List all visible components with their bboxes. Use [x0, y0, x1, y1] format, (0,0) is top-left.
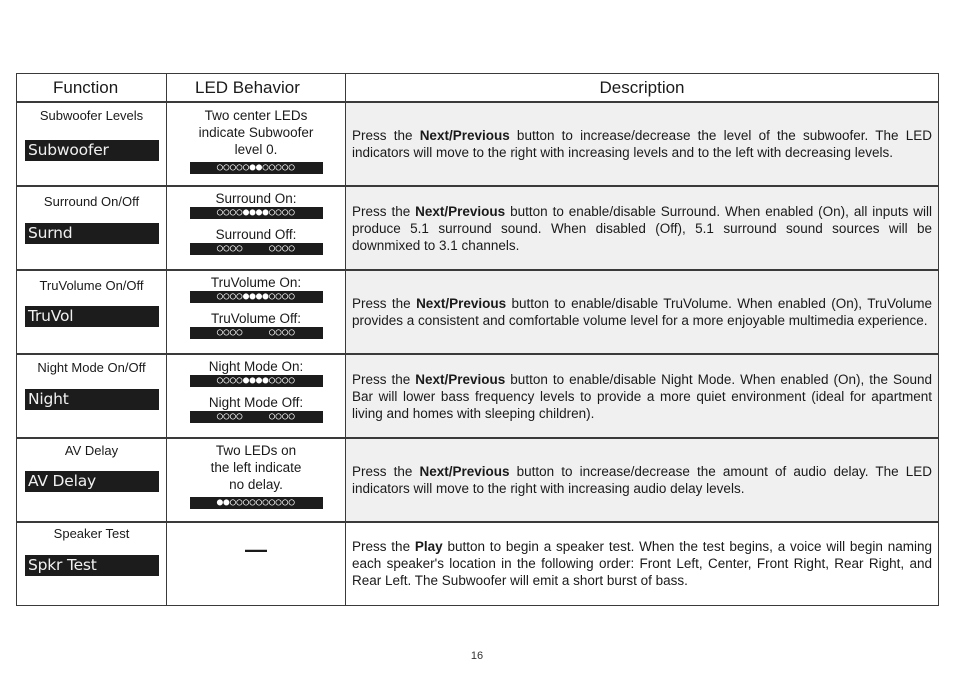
led-caption-line: the left indicate: [210, 460, 302, 475]
led-on-strip: ○○○○●●●●○○○○: [190, 291, 323, 303]
table-header-row: [17, 74, 939, 103]
function-label: Speaker Test: [53, 526, 130, 541]
page-number: 16: [470, 650, 484, 662]
function-cell: [17, 102, 167, 186]
function-cell: [17, 354, 167, 438]
header-function: Function: [17, 74, 167, 103]
led-indicator-strip: ●●○○○○○○○○○○: [190, 497, 323, 509]
led-on-label: Surround On:: [215, 191, 297, 206]
function-cell: [17, 186, 167, 270]
function-cell: [17, 438, 167, 522]
description-text: button to enable/disable Surround. When enabled (On), all inputs will produce 5.1 surround sound. When disabled (Off), 5.1 surround sound sources will be downmixed to 3.1 channels.: [352, 203, 932, 253]
table-row-av-delay: [17, 438, 939, 522]
description-text: Press the: [352, 203, 416, 219]
lcd-display: Subwoofer: [25, 140, 159, 161]
description-cell: [346, 438, 939, 522]
function-label: Surround On/Off: [43, 194, 140, 209]
led-on-strip: ○○○○●●●●○○○○: [190, 207, 323, 219]
description-cell: [346, 102, 939, 186]
led-cell: [167, 354, 346, 438]
led-off-label: TruVolume Off:: [210, 311, 302, 326]
description-text: Press the: [352, 464, 420, 479]
description-text: Press the: [352, 371, 416, 387]
table-row-surround: [17, 186, 939, 270]
description-cell: [346, 522, 939, 605]
led-caption-line: level 0.: [234, 142, 278, 157]
led-off-strip: ○○○○ ○○○○: [190, 243, 323, 255]
button-name: Next/Previous: [419, 464, 510, 479]
led-cell: [167, 438, 346, 522]
description-text: button to increase/decrease the amount of audio delay. The LED indicators will move to the right with increasing audio delay levels.: [352, 464, 932, 496]
description-text: button to enable/disable Night Mode. When enabled (On), the Sound Bar will lower bass frequency levels to provide a more quiet environment (ideal for apartment living and homes with sleeping children).: [352, 371, 932, 421]
function-label: TruVolume On/Off: [39, 278, 144, 293]
led-on-label: TruVolume On:: [210, 275, 302, 290]
no-led-dash: —: [245, 537, 267, 562]
led-caption-line: no delay.: [229, 477, 283, 492]
lcd-display: Surnd: [25, 223, 159, 244]
led-off-strip: ○○○○ ○○○○: [190, 327, 323, 339]
led-on-label: Night Mode On:: [208, 359, 304, 374]
button-name: Next/Previous: [415, 203, 506, 219]
description-text: button to enable/disable TruVolume. When enabled (On), TruVolume provides a consistent and comfortable volume level for a more enjoyable multimedia experience.: [352, 296, 932, 328]
description-text: Press the: [352, 128, 420, 143]
button-name: Next/Previous: [416, 296, 507, 311]
header-led-behavior: LED Behavior: [167, 74, 346, 103]
led-indicator-strip: ○○○○○●●○○○○○: [190, 162, 323, 174]
table-row-truvolume: [17, 270, 939, 354]
table-row-night-mode: [17, 354, 939, 438]
description-cell: [346, 354, 939, 438]
led-caption-line: indicate Subwoofer: [198, 125, 314, 140]
description-text: Press the: [352, 296, 417, 311]
table-row-subwoofer: [17, 102, 939, 186]
led-off-label: Surround Off:: [215, 227, 297, 242]
lcd-display: Night: [25, 389, 159, 410]
led-cell: [167, 522, 346, 605]
led-off-strip: ○○○○ ○○○○: [190, 411, 323, 423]
description-text: Press the: [352, 539, 415, 555]
table-row-speaker-test: [17, 522, 939, 605]
led-cell: [167, 102, 346, 186]
led-caption-line: Two LEDs on: [215, 443, 297, 458]
function-label: AV Delay: [64, 443, 119, 458]
function-cell: [17, 522, 167, 605]
description-cell: [346, 270, 939, 354]
led-cell: [167, 270, 346, 354]
button-name: Play: [414, 539, 443, 555]
header-description: Description: [346, 74, 939, 103]
function-label: Subwoofer Levels: [39, 108, 144, 123]
function-cell: [17, 270, 167, 354]
lcd-display: AV Delay: [25, 471, 159, 492]
led-function-table: [16, 73, 939, 606]
button-name: Next/Previous: [415, 371, 506, 387]
led-off-label: Night Mode Off:: [208, 395, 304, 410]
description-text: button to increase/decrease the level of the subwoofer. The LED indicators will move to the right with increasing levels and to the left with decreasing levels.: [352, 128, 932, 160]
led-on-strip: ○○○○●●●●○○○○: [190, 375, 323, 387]
button-name: Next/Previous: [419, 128, 510, 143]
led-caption-line: Two center LEDs: [204, 108, 308, 123]
description-text: button to begin a speaker test. When the test begins, a voice will begin naming each speaker's location in the following order: Front Left, Center, Front Right, Rear Right, and Rear Left. The Subwoofer will emit a short burst of bass.: [352, 539, 932, 589]
lcd-display: Spkr Test: [25, 555, 159, 576]
lcd-display: TruVol: [25, 306, 159, 327]
led-cell: [167, 186, 346, 270]
description-cell: [346, 186, 939, 270]
function-label: Night Mode On/Off: [37, 360, 146, 375]
